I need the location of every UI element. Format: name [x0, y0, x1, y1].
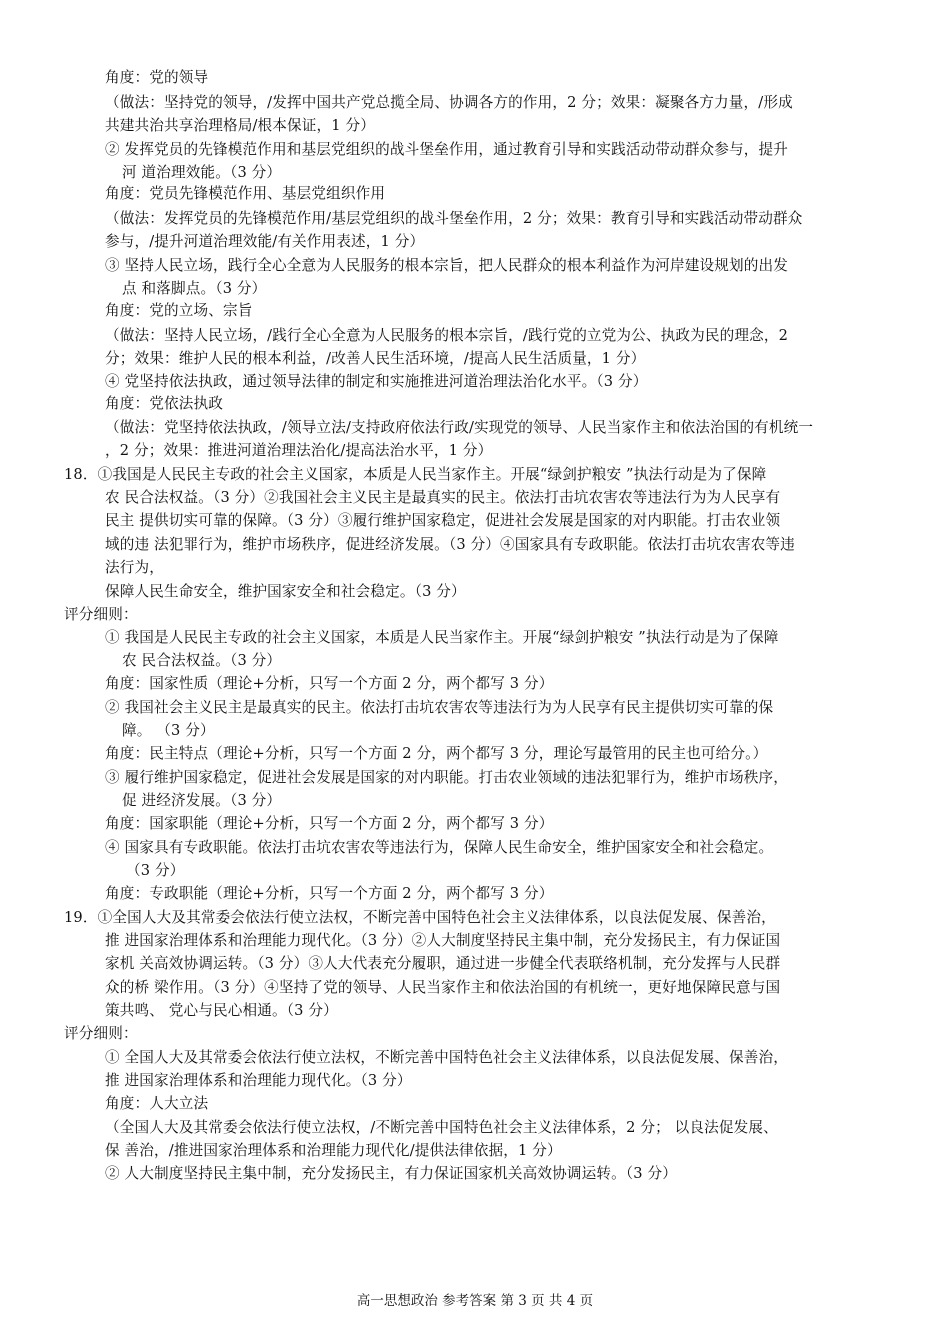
text-line: 参与，/提升河道治理效能/有关作用表述，1 分） [105, 233, 425, 250]
text-line: 角度：国家职能（理论+分析，只写一个方面 2 分，两个都写 3 分） [105, 815, 554, 832]
text-line: （做法：坚持党的领导，/发挥中国共产党总揽全局、协调各方的作用，2 分；效果：凝聚各方力量，/形成 [105, 94, 793, 111]
text-line: 推 进国家治理体系和治理能力现代化。（3 分） [105, 1072, 412, 1089]
text-line: ② 发挥党员的先锋模范作用和基层党组织的战斗堡垒作用，通过教育引导和实践活动带动群众参与，提升 [105, 141, 789, 158]
text-line: 促 进经济发展。（3 分） [122, 792, 282, 809]
text-line: 障。 （3 分） [122, 722, 215, 739]
text-line: 分；效果：维护人民的根本利益，/改善人民生活环境，/提高人民生活质量，1 分） [105, 350, 646, 367]
text-line: ① 我国是人民民主专政的社会主义国家，本质是人民当家作主。开展“绿剑护粮安 ”执法行动是为了保障 [105, 629, 779, 646]
text-line: 角度：党的立场、宗旨 [105, 302, 253, 319]
text-line: ② 我国社会主义民主是最真实的民主。依法打击坑农害农等违法行为为人民享有民主提供切实可靠的保 [105, 699, 774, 716]
text-line: 角度：专政职能（理论+分析，只写一个方面 2 分，两个都写 3 分） [105, 885, 554, 902]
text-line: ④ 国家具有专政职能。依法打击坑农害农等违法行为，保障人民生命安全，维护国家安全和社会稳定。 [105, 839, 774, 856]
text-line: 法行为， [105, 559, 164, 576]
text-line: 推 进国家治理体系和治理能力现代化。（3 分）②人大制度坚持民主集中制，充分发扬民主，有力保证国 [105, 932, 781, 949]
text-line: 保障人民生命安全，维护国家安全和社会稳定。（3 分） [105, 583, 466, 600]
text-line: 角度：党依法执政 [105, 395, 223, 412]
text-line: 域的违 法犯罪行为，维护市场秩序，促进经济发展。（3 分）④国家具有专政职能。依法打击坑农害农等违 [105, 536, 795, 553]
text-line: 共建共治共享治理格局/根本保证，1 分） [105, 117, 375, 134]
text-line: （全国人大及其常委会依法行使立法权，/不断完善中国特色社会主义法律体系，2 分； 以良法促发展、 [105, 1119, 778, 1136]
text-line: 角度：民主特点（理论+分析，只写一个方面 2 分，两个都写 3 分，理论写最管用的民主也可给分。） [105, 745, 768, 762]
text-line: 18．①我国是人民民主专政的社会主义国家，本质是人民当家作主。开展“绿剑护粮安 ”执法行动是为了保障 [64, 466, 767, 483]
text-line: 策共鸣、 党心与民心相通。（3 分） [105, 1002, 338, 1019]
text-line: 民主 提供切实可靠的保障。（3 分）③履行维护国家稳定，促进社会发展是国家的对内职能。打击农业领 [105, 512, 781, 529]
text-line: 评分细则： [64, 606, 138, 623]
text-line: 角度：党员先锋模范作用、基层党组织作用 [105, 185, 386, 202]
text-line: 保 善治，/推进国家治理体系和治理能力现代化/提供法律依据，1 分） [105, 1142, 562, 1159]
text-line: ① 全国人大及其常委会依法行使立法权，不断完善中国特色社会主义法律体系，以良法促发展、保善治， [105, 1049, 789, 1066]
text-line: 农 民合法权益。（3 分） [122, 652, 282, 669]
text-line: 农 民合法权益。（3 分）②我国社会主义民主是最真实的民主。依法打击坑农害农等违法行为为人民享有 [105, 489, 781, 506]
text-line: 河 道治理效能。（3 分） [122, 164, 282, 181]
text-line: （做法：坚持人民立场，/践行全心全意为人民服务的根本宗旨，/践行党的立党为公、执政为民的理念，2 [105, 327, 789, 344]
text-line: ，2 分；效果：推进河道治理法治化/提高法治水平，1 分） [105, 442, 493, 459]
text-line: （3 分） [126, 862, 185, 879]
text-line: 角度：党的领导 [105, 69, 209, 86]
text-line: （做法：发挥党员的先锋模范作用/基层党组织的战斗堡垒作用，2 分；效果：教育引导和实践活动带动群众 [105, 210, 803, 227]
text-line: 19．①全国人大及其常委会依法行使立法权，不断完善中国特色社会主义法律体系，以良法促发展、保善治， [64, 909, 776, 926]
text-line: 点 和落脚点。（3 分） [122, 280, 267, 297]
text-line: 评分细则： [64, 1025, 138, 1042]
text-line: ③ 履行维护国家稳定，促进社会发展是国家的对内职能。打击农业领域的违法犯罪行为，维护市场秩序， [105, 769, 789, 786]
text-line: （做法：党坚持依法执政，/领导立法/支持政府依法行政/实现党的领导、人民当家作主和依法治国的有机统一 [105, 419, 814, 436]
text-line: 角度：人大立法 [105, 1095, 209, 1112]
text-line: ② 人大制度坚持民主集中制，充分发扬民主，有力保证国家机关高效协调运转。（3 分） [105, 1165, 677, 1182]
text-line: 众的桥 梁作用。（3 分）④坚持了党的领导、人民当家作主和依法治国的有机统一，更好地保障民意与国 [105, 979, 781, 996]
text-line: ④ 党坚持依法执政，通过领导法律的制定和实施推进河道治理法治化水平。（3 分） [105, 373, 648, 390]
text-line: 家机 关高效协调运转。（3 分）③人大代表充分履职，通过进一步健全代表联络机制，充分发挥与人民群 [105, 955, 781, 972]
page-footer: 高一思想政治 参考答案 第 3 页 共 4 页 [356, 1293, 594, 1309]
text-line: ③ 坚持人民立场，践行全心全意为人民服务的根本宗旨，把人民群众的根本利益作为河岸建设规划的出发 [105, 257, 789, 274]
text-line: 角度：国家性质（理论+分析，只写一个方面 2 分，两个都写 3 分） [105, 675, 554, 692]
